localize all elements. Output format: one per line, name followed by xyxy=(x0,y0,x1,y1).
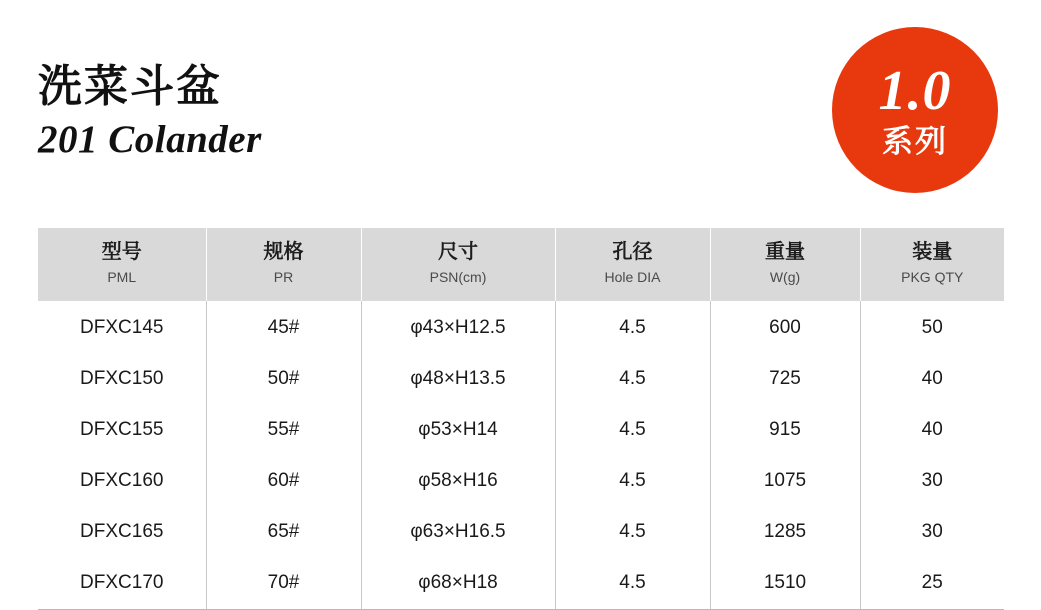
table-row xyxy=(38,507,1004,558)
column-header-en: PML xyxy=(107,269,137,285)
cell-model: DFXC155 xyxy=(38,405,206,456)
cell-model: DFXC145 xyxy=(38,301,206,354)
column-header-cn: 规格 xyxy=(263,241,304,263)
cell-hole-dia: 4.5 xyxy=(555,558,710,610)
cell-hole-dia: 4.5 xyxy=(555,456,710,507)
page-header xyxy=(38,62,262,164)
cell-model: DFXC165 xyxy=(38,507,206,558)
page-title-cn: 洗菜斗盆 xyxy=(38,62,222,111)
cell-weight: 1075 xyxy=(710,456,860,507)
cell-pkg-qty: 25 xyxy=(860,558,1004,610)
cell-hole-dia: 4.5 xyxy=(555,405,710,456)
cell-pkg-qty: 30 xyxy=(921,521,943,543)
cell-spec: 45# xyxy=(206,301,361,354)
cell-pkg-qty: 50 xyxy=(921,317,943,339)
column-header-en: W(g) xyxy=(769,269,801,285)
cell-hole-dia: 4.5 xyxy=(555,354,710,405)
cell-size: φ53×H14 xyxy=(361,405,555,456)
column-header-en: PR xyxy=(273,269,294,285)
column-header-hole-dia xyxy=(555,228,710,301)
cell-size: φ68×H18 xyxy=(361,558,555,610)
spec-table xyxy=(38,228,1004,610)
column-header-spec xyxy=(206,228,361,301)
cell-size: φ63×H16.5 xyxy=(361,507,555,558)
column-header-cn: 装量 xyxy=(912,241,953,263)
spec-table-container xyxy=(38,228,1004,610)
cell-pkg-qty: 30 xyxy=(921,470,943,492)
column-header-cn: 型号 xyxy=(101,241,142,263)
cell-weight: 1510 xyxy=(710,558,860,610)
page-title-en: 201 Colander xyxy=(38,118,262,162)
cell-size: φ58×H16 xyxy=(361,456,555,507)
series-badge-number: 1.0 xyxy=(878,60,952,122)
table-row xyxy=(38,354,1004,405)
cell-spec: 55# xyxy=(206,405,361,456)
table-row xyxy=(38,405,1004,456)
series-badge xyxy=(832,27,998,193)
column-header-model xyxy=(38,228,206,301)
spec-table-head xyxy=(38,228,1004,301)
column-header-cn: 孔径 xyxy=(612,241,653,263)
cell-model: DFXC150 xyxy=(38,354,206,405)
cell-weight: 725 xyxy=(710,354,860,405)
column-header-weight xyxy=(710,228,860,301)
column-header-cn: 尺寸 xyxy=(438,241,478,263)
table-row xyxy=(38,456,1004,507)
cell-model: DFXC170 xyxy=(38,558,206,610)
cell-hole-dia: 4.5 xyxy=(555,507,710,558)
column-header-en: PKG QTY xyxy=(901,269,964,285)
cell-size: φ43×H12.5 xyxy=(361,301,555,354)
cell-model: DFXC160 xyxy=(38,456,206,507)
column-header-pkg-qty xyxy=(860,228,1004,301)
cell-weight: 600 xyxy=(710,301,860,354)
cell-weight: 915 xyxy=(710,405,860,456)
column-header-en: PSN(cm) xyxy=(429,269,487,285)
spec-table-body xyxy=(38,301,1004,610)
cell-hole-dia: 4.5 xyxy=(555,301,710,354)
column-header-size xyxy=(361,228,555,301)
cell-pkg-qty: 40 xyxy=(921,419,943,441)
cell-spec: 65# xyxy=(206,507,361,558)
series-badge-label: 系列 xyxy=(882,124,948,159)
cell-size: φ48×H13.5 xyxy=(361,354,555,405)
cell-spec: 70# xyxy=(206,558,361,610)
column-header-en: Hole DIA xyxy=(604,269,661,285)
cell-weight: 1285 xyxy=(710,507,860,558)
table-row xyxy=(38,301,1004,354)
cell-spec: 60# xyxy=(206,456,361,507)
table-header-row xyxy=(38,228,1004,301)
column-header-cn: 重量 xyxy=(765,241,805,263)
cell-pkg-qty: 40 xyxy=(921,368,943,390)
cell-spec: 50# xyxy=(206,354,361,405)
table-row xyxy=(38,558,1004,610)
